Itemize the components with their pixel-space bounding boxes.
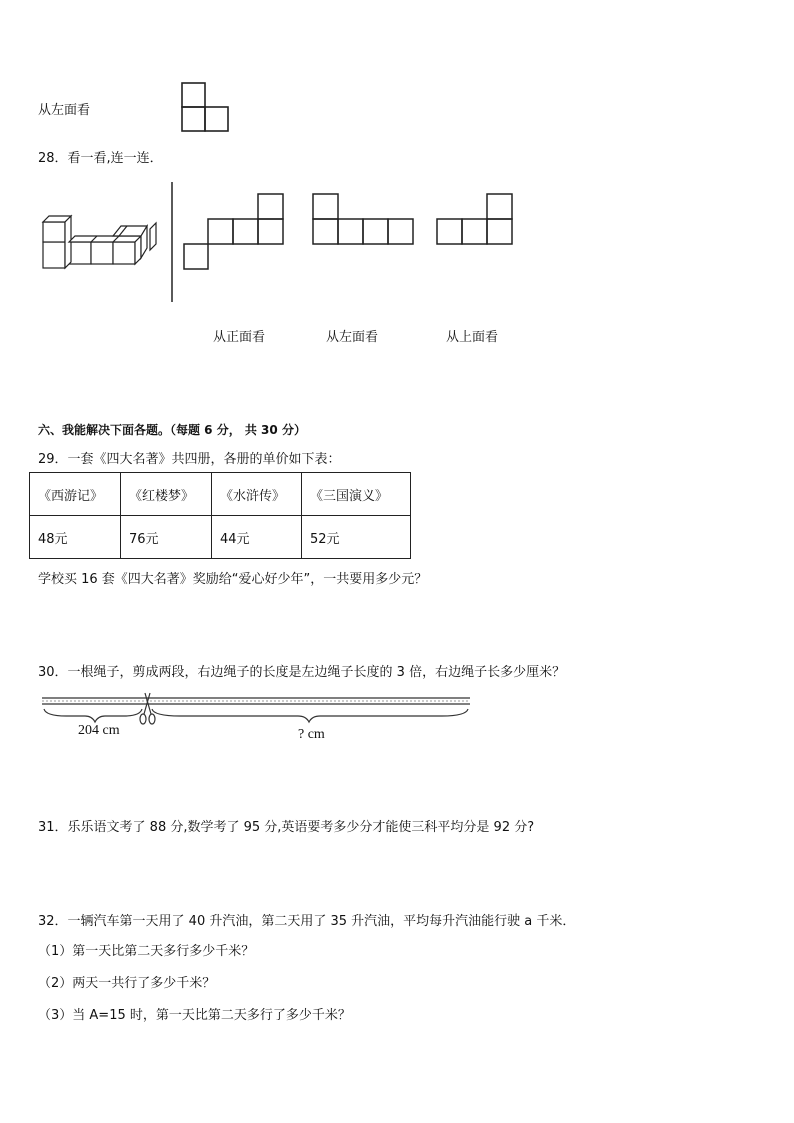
left-view-label: 从左面看 xyxy=(38,103,91,118)
q29-intro: 29．一套《四大名著》共四册，各册的单价如下表： xyxy=(38,452,341,467)
q32-text: 32．一辆汽车第一天用了 40 升汽油，第二天用了 35 升汽油，平均每升汽油能行驶 a 千米． xyxy=(38,914,576,929)
rope-right-length: ? cm xyxy=(298,727,325,742)
cube-solid-figure xyxy=(42,214,154,270)
table-row xyxy=(30,473,411,516)
view-option-2-figure[interactable] xyxy=(312,193,415,247)
table-row xyxy=(30,516,411,559)
q31-text: 31．乐乐语文考了 88 分,数学考了 95 分,英语要考多少分才能使三科平均分是 92 分? xyxy=(38,820,535,835)
q30-text: 30．一根绳子，剪成两段，右边绳子的长度是左边绳子长度的 3 倍，右边绳子长多少厘米？ xyxy=(38,665,566,680)
table-cell: 《水浒传》 xyxy=(212,473,302,516)
view-label-front: 从正面看 xyxy=(213,330,266,345)
table-cell: 48元 xyxy=(30,516,121,559)
divider-line xyxy=(171,182,175,304)
view-option-3-figure[interactable] xyxy=(436,193,514,247)
book-price-table xyxy=(29,472,411,559)
view-label-top: 从上面看 xyxy=(446,330,499,345)
section-heading: 六、我能解决下面各题。（每题 6 分， 共 30 分） xyxy=(38,423,306,437)
table-cell: 《红楼梦》 xyxy=(121,473,212,516)
q32-sub-2: （2）两天一共行了多少千米？ xyxy=(38,976,216,991)
q29-question: 学校买 16 套《四大名著》奖励给“爱心好少年”，一共要用多少元？ xyxy=(38,572,428,587)
q32-sub-3: （3）当 A=15 时，第一天比第二天多行了多少千米？ xyxy=(38,1008,351,1023)
table-cell: 52元 xyxy=(302,516,411,559)
q28-title: 28．看一看,连一连． xyxy=(38,151,163,166)
table-cell: 44元 xyxy=(212,516,302,559)
q32-sub-1: （1）第一天比第二天多行多少千米？ xyxy=(38,944,255,959)
rope-left-length: 204 cm xyxy=(78,723,120,738)
table-cell: 《西游记》 xyxy=(30,473,121,516)
left-view-figure xyxy=(181,82,229,134)
view-label-left: 从左面看 xyxy=(326,330,379,345)
table-cell: 《三国演义》 xyxy=(302,473,411,516)
table-cell: 76元 xyxy=(121,516,212,559)
view-option-1-figure[interactable] xyxy=(183,193,285,271)
